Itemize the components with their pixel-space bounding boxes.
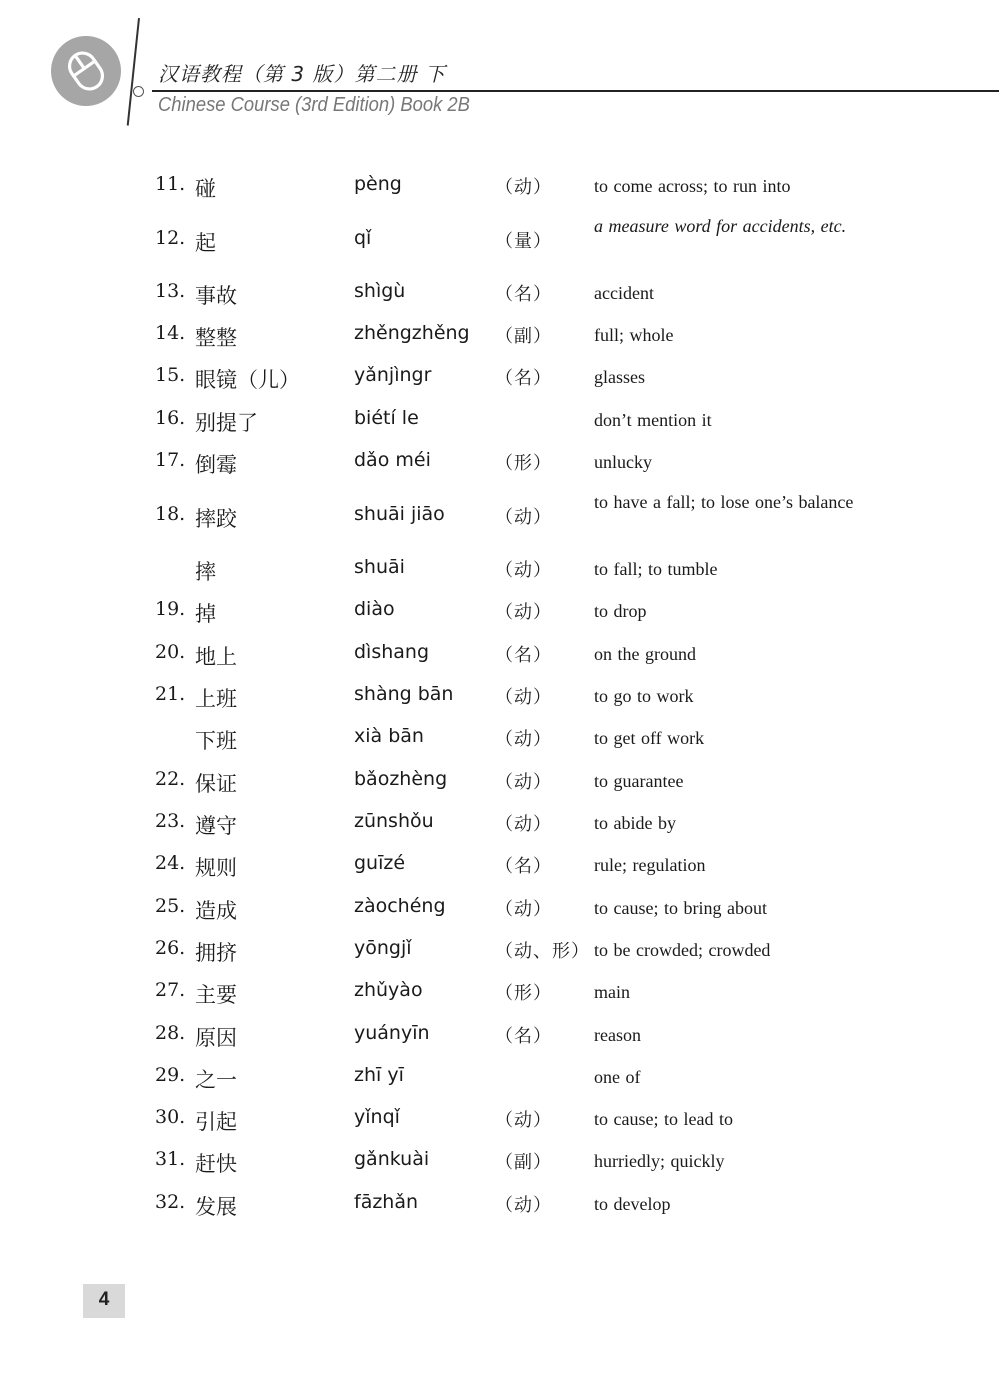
vocab-pinyin: zūnshǒu (354, 810, 434, 832)
header-divider-vertical (127, 18, 140, 126)
vocab-english: hurriedly; quickly (594, 1151, 725, 1171)
book-title-chinese: 汉语教程（第 3 版）第二册 下 (158, 62, 446, 86)
vocab-hanzi: 赶快 (195, 1152, 237, 1176)
vocab-pinyin: yuányīn (354, 1022, 430, 1044)
vocab-english: on the ground (594, 644, 696, 664)
vocab-number: 14. (155, 322, 186, 344)
vocab-english: reason (594, 1025, 641, 1045)
vocab-hanzi: 起 (195, 231, 216, 255)
vocab-number: 11. (155, 173, 186, 195)
vocab-part-of-speech: （量） (495, 231, 552, 252)
vocab-hanzi: 地上 (195, 645, 237, 669)
vocab-pinyin: dìshang (354, 641, 430, 663)
vocab-english: main (594, 982, 630, 1002)
vocab-english: to be crowded; crowded (594, 940, 771, 960)
book-title-english: Chinese Course (3rd Edition) Book 2B (158, 94, 470, 116)
vocab-number: 15. (155, 364, 186, 386)
vocab-pinyin: zhěngzhěng (354, 322, 470, 344)
vocab-hanzi: 别提了 (195, 411, 258, 435)
vocab-pinyin: diào (354, 598, 395, 620)
vocab-english: don’t mention it (594, 410, 712, 430)
vocab-part-of-speech: （动） (495, 602, 552, 623)
vocab-number: 16. (155, 407, 186, 429)
vocab-part-of-speech: （形） (495, 983, 552, 1004)
vocab-part-of-speech: （名） (495, 368, 552, 389)
vocab-hanzi: 之一 (195, 1068, 237, 1092)
vocab-number: 31. (155, 1148, 186, 1170)
vocab-part-of-speech: （动） (495, 729, 552, 750)
vocab-part-of-speech: （名） (495, 645, 552, 666)
vocab-pinyin: shìgù (354, 280, 406, 302)
vocab-pinyin: gǎnkuài (354, 1148, 430, 1170)
vocab-part-of-speech: （动） (495, 177, 552, 198)
vocab-pinyin: bǎozhèng (354, 768, 448, 790)
vocab-hanzi: 下班 (195, 729, 237, 753)
vocab-number: 27. (155, 979, 186, 1001)
vocab-number: 29. (155, 1064, 186, 1086)
vocab-hanzi: 主要 (195, 983, 237, 1007)
vocab-number: 19. (155, 598, 186, 620)
vocab-hanzi: 保证 (195, 772, 237, 796)
vocab-hanzi: 遵守 (195, 814, 237, 838)
vocab-number: 13. (155, 280, 186, 302)
vocab-hanzi: 原因 (195, 1026, 237, 1050)
vocab-hanzi: 掉 (195, 602, 216, 626)
vocab-pinyin: shuāi (354, 556, 405, 578)
vocab-pinyin: yōngjǐ (354, 937, 412, 959)
vocab-part-of-speech: （动） (495, 560, 552, 581)
vocab-number: 23. (155, 810, 186, 832)
page-number-box (83, 1284, 125, 1318)
header-rule (152, 90, 999, 92)
vocab-pinyin: zhī yī (354, 1064, 404, 1086)
vocab-pinyin: zhǔyào (354, 979, 423, 1001)
vocab-hanzi: 摔跤 (195, 507, 237, 531)
vocab-pinyin: guīzé (354, 852, 406, 874)
vocab-part-of-speech: （名） (495, 1026, 552, 1047)
vocab-hanzi: 事故 (195, 284, 237, 308)
vocab-english: to guarantee (594, 771, 684, 791)
vocab-part-of-speech: （动） (495, 814, 552, 835)
vocab-english: to cause; to bring about (594, 898, 767, 918)
vocab-part-of-speech: （动） (495, 772, 552, 793)
vocab-part-of-speech: （副） (495, 326, 552, 347)
vocab-pinyin: xià bān (354, 725, 424, 747)
vocab-english: to fall; to tumble (594, 559, 718, 579)
vocab-english: to cause; to lead to (594, 1109, 733, 1129)
vocab-english: to develop (594, 1194, 671, 1214)
vocab-pinyin: yǐnqǐ (354, 1106, 400, 1128)
vocab-pinyin: yǎnjìngr (354, 364, 432, 386)
vocab-number: 12. (155, 227, 186, 249)
vocab-pinyin: qǐ (354, 227, 372, 249)
vocab-hanzi: 规则 (195, 856, 237, 880)
vocab-english: to abide by (594, 813, 676, 833)
vocab-english: unlucky (594, 452, 652, 472)
vocab-pinyin: pèng (354, 173, 402, 195)
vocab-english: glasses (594, 367, 645, 387)
vocab-part-of-speech: （动） (495, 1110, 552, 1131)
vocab-hanzi: 发展 (195, 1195, 237, 1219)
page-number: 4 (98, 1289, 110, 1310)
vocab-number: 21. (155, 683, 186, 705)
vocab-pinyin: shàng bān (354, 683, 454, 705)
vocab-number: 32. (155, 1191, 186, 1213)
vocab-english: to drop (594, 601, 647, 621)
vocab-part-of-speech: （动） (495, 687, 552, 708)
vocab-english: a measure word for accidents, etc. (594, 216, 847, 236)
vocab-pinyin: dǎo méi (354, 449, 431, 471)
vocab-part-of-speech: （副） (495, 1152, 552, 1173)
vocab-pinyin: fāzhǎn (354, 1191, 419, 1213)
vocab-part-of-speech: （动） (495, 507, 552, 528)
vocab-number: 28. (155, 1022, 186, 1044)
vocab-number: 25. (155, 895, 186, 917)
vocab-english: full; whole (594, 325, 674, 345)
vocab-english: one of (594, 1067, 641, 1087)
vocab-number: 18. (155, 503, 186, 525)
vocab-hanzi: 拥挤 (195, 941, 237, 965)
vocab-english: rule; regulation (594, 855, 706, 875)
vocab-english: to go to work (594, 686, 694, 706)
vocab-number: 24. (155, 852, 186, 874)
vocab-part-of-speech: （形） (495, 453, 552, 474)
vocab-pinyin: biétí le (354, 407, 419, 429)
vocab-number: 20. (155, 641, 186, 663)
vocab-part-of-speech: （动、形） (495, 941, 590, 962)
vocab-number: 26. (155, 937, 186, 959)
vocab-pinyin: shuāi jiāo (354, 503, 445, 525)
vocab-english: accident (594, 283, 654, 303)
vocab-english: to get off work (594, 728, 705, 748)
vocab-hanzi: 造成 (195, 899, 237, 923)
vocab-part-of-speech: （动） (495, 1195, 552, 1216)
vocab-hanzi: 整整 (195, 326, 237, 350)
header-dot (133, 86, 144, 97)
vocab-part-of-speech: （名） (495, 856, 552, 877)
vocab-english: to have a fall; to lose one’s balance (594, 492, 854, 512)
vocab-hanzi: 碰 (195, 177, 216, 201)
vocab-pinyin: zàochéng (354, 895, 446, 917)
vocab-hanzi: 引起 (195, 1110, 237, 1134)
vocab-number: 22. (155, 768, 186, 790)
vocab-number: 17. (155, 449, 186, 471)
vocab-hanzi: 眼镜（儿） (195, 368, 300, 392)
mouse-icon (51, 36, 121, 106)
vocab-part-of-speech: （动） (495, 899, 552, 920)
vocab-part-of-speech: （名） (495, 284, 552, 305)
vocab-english: to come across; to run into (594, 176, 791, 196)
vocab-number: 30. (155, 1106, 186, 1128)
vocab-hanzi: 摔 (195, 560, 216, 584)
vocab-hanzi: 上班 (195, 687, 237, 711)
vocab-hanzi: 倒霉 (195, 453, 237, 477)
